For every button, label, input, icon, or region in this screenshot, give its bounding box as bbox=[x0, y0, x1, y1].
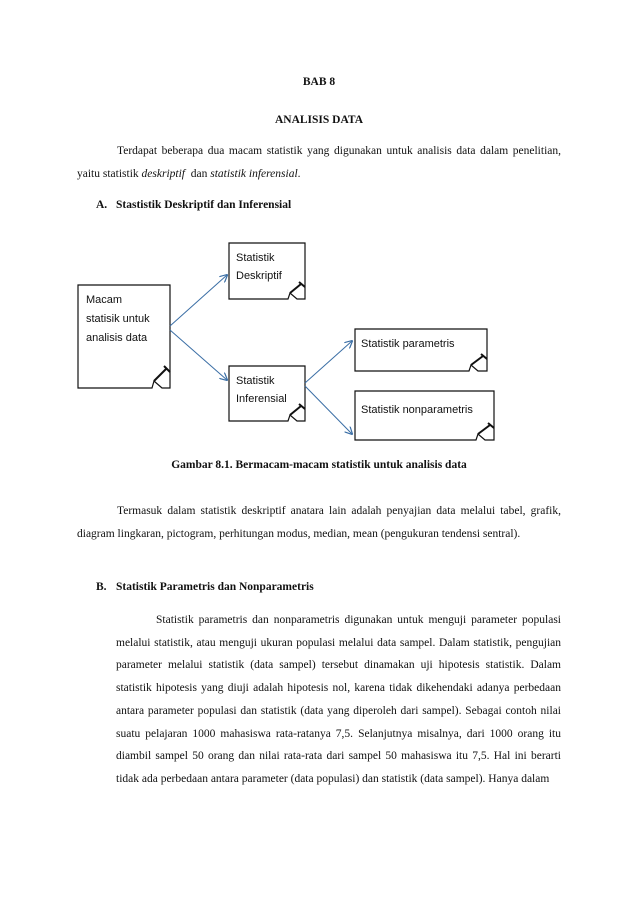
parametric-paragraph-text: Statistik parametris dan nonparametris digunakan untuk menguji parameter populasi melalui statistik, atau menguji ukuran populasi melalui data sampel. Dalam statistik, pengujian parameter melalui statistik (data sampel) tersebut dinamakan uji hipotesis statistik. Dalam statistik hipotesis yang diuji adalah hipotesis nol, karena tidak dikehendaki adanya perbedaan antara parameter populasi dan statistik (data yang diperoleh dari sampel). Sebagai contoh nilai suatu pelajaran 1000 mahasiswa rata-ratanya 7,5. Selanjutnya misalnya, dari 1000 orang itu diambil sampel 50 orang dan nilai rata-rata dari sampel 50 mahasiswa itu 7,5. Hal ini berarti tidak ada perbedaan antara parameter (data populasi) dan statistik (data sampel). Hanya dalam bbox=[116, 614, 561, 785]
arrow-to-parametris bbox=[305, 341, 352, 383]
term-deskriptif: deskriptif bbox=[141, 168, 185, 180]
root-label-3: analisis data bbox=[86, 332, 148, 344]
root-label-1: Macam bbox=[86, 294, 123, 306]
box-statistik-nonparametris bbox=[355, 391, 494, 440]
intro-text: Terdapat beberapa dua macam statistik yang digunakan untuk analisis data dalam penelitian, yaitu statistik bbox=[77, 145, 561, 180]
section-b-letter: B. bbox=[96, 581, 107, 593]
nonparametric-label: Statistik nonparametris bbox=[361, 404, 473, 416]
intro-middle: dan bbox=[184, 168, 211, 180]
box-statistik-inferensial bbox=[229, 366, 305, 421]
box-statistik-deskriptif bbox=[229, 243, 305, 299]
arrow-to-deskriptif bbox=[170, 275, 227, 326]
descriptive-label-1: Statistik bbox=[236, 252, 275, 264]
descriptive-paragraph-text: Termasuk dalam statistik deskriptif anatara lain adalah penyajian data melalui tabel, grafik, diagram lingkaran, pictogram, perhitungan modus, median, mean (pengukuran tendensi sentral). bbox=[77, 505, 561, 540]
descriptive-paragraph bbox=[77, 500, 561, 546]
section-a-heading bbox=[96, 199, 291, 211]
term-inferensial: statistik inferensial bbox=[210, 168, 298, 180]
section-b-heading bbox=[96, 581, 314, 593]
arrow-to-nonparametris bbox=[305, 386, 352, 434]
chapter-title: ANALISIS DATA bbox=[274, 114, 364, 126]
parametric-label: Statistik parametris bbox=[361, 338, 455, 350]
figure-caption: Gambar 8.1. Bermacam-macam statistik untuk analisis data bbox=[171, 459, 467, 471]
section-a-letter: A. bbox=[96, 199, 108, 211]
intro-end: . bbox=[297, 168, 301, 180]
arrow-to-inferensial bbox=[170, 330, 227, 380]
inferential-label-1: Statistik bbox=[236, 375, 275, 387]
box-statistik-parametris bbox=[355, 329, 487, 371]
box-macam-statistik bbox=[78, 285, 170, 388]
descriptive-label-2: Deskriptif bbox=[236, 270, 282, 282]
root-label-2: statisik untuk bbox=[86, 313, 150, 325]
section-a-title: Stastistik Deskriptif dan Inferensial bbox=[116, 199, 292, 211]
parametric-paragraph bbox=[116, 609, 561, 791]
intro-paragraph bbox=[77, 140, 561, 186]
statistics-diagram bbox=[0, 230, 638, 450]
chapter-number: BAB 8 bbox=[302, 76, 336, 88]
inferential-label-2: Inferensial bbox=[236, 393, 287, 405]
section-b-title: Statistik Parametris dan Nonparametris bbox=[116, 581, 314, 593]
